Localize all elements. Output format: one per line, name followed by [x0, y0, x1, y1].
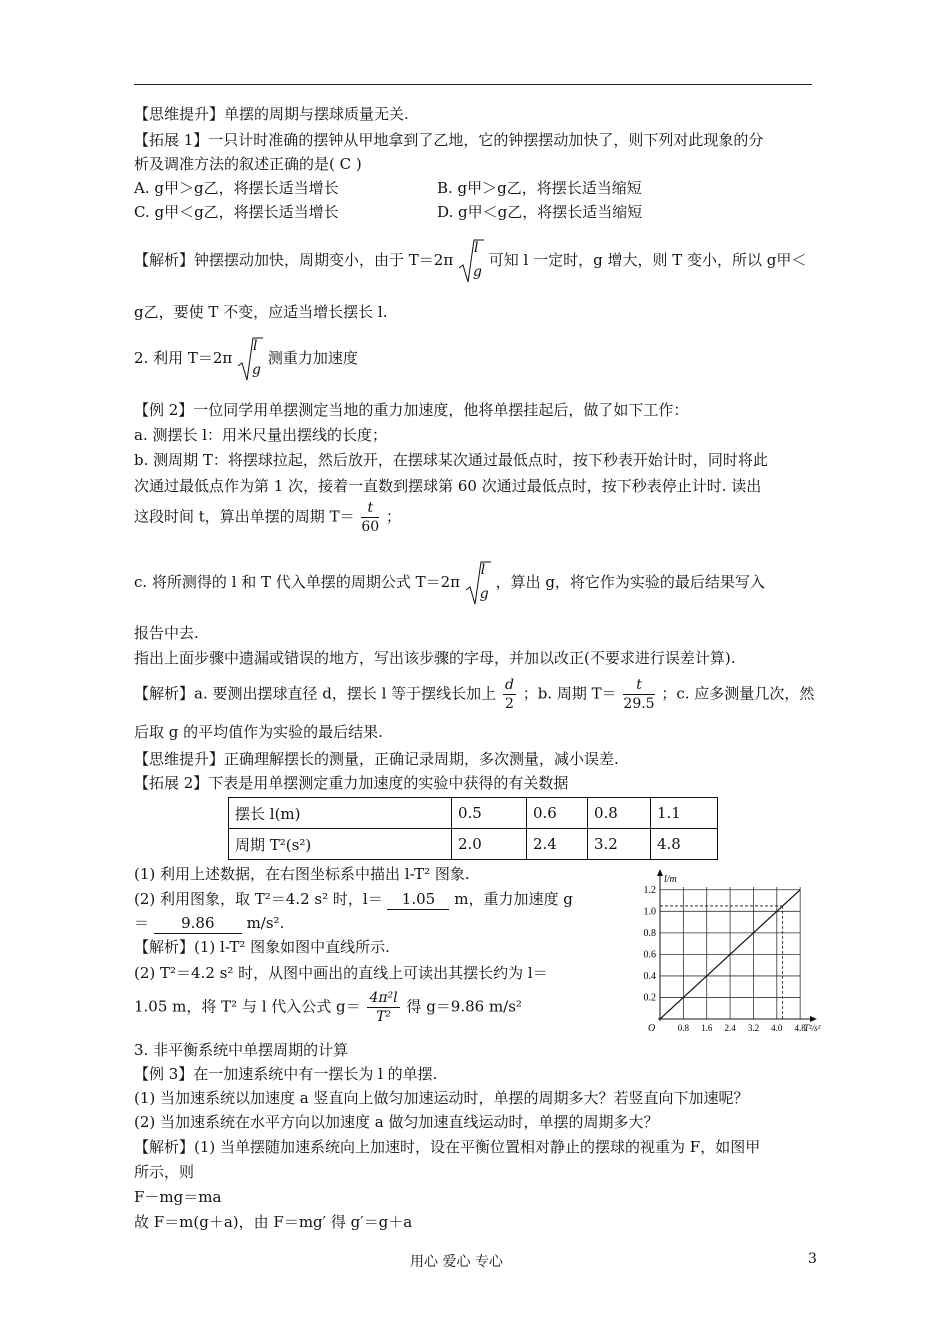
x-axis-label: T²/s² [804, 1023, 821, 1033]
table-cell: 3.2 [588, 829, 651, 860]
extension-2: 【拓展 2】下表是用单摆测定重力加速度的实验中获得的有关数据 [134, 774, 569, 792]
extension-1-cont: 析及调准方法的叙述正确的是( C ) [134, 155, 362, 173]
example-2-b1: b. 测周期 T：将摆球拉起，然后放开，在摆球某次通过最低点时，按下秒表开始计时，同时将此 [134, 451, 768, 469]
y-tick-label: 0.4 [643, 970, 656, 982]
analysis-3-c: 1.05 m，将 T² 与 l 代入公式 g＝ $\frac{\text{4π²l}}{\text{T²}}$ 得 g＝9.86 m/s² [134, 990, 522, 1025]
example-2-b2: 次通过最低点作为第 1 次，接着一直数到摆球第 60 次通过最低点时，按下秒表停止计时. 读出 [134, 477, 762, 495]
analysis-1-text-b: 可知 l 一定时，g 增大，则 T 变小，所以 g甲＜ [488, 251, 807, 269]
extension-2-q2-cont: ＝ 9.86 m/s². [134, 914, 285, 932]
example-2: 【例 2】一位同学用单摆测定当地的重力加速度，他将单摆挂起后，做了如下工作： [134, 401, 689, 419]
sqrt-formula: l g [458, 238, 484, 284]
sqrt-formula: l g [465, 560, 491, 606]
y-tick-label: 1.2 [643, 884, 656, 896]
extension-2-q1: (1) 利用上述数据，在右图坐标系中描出 l-T² 图象. [134, 865, 470, 883]
sqrt-formula: l g [237, 336, 263, 382]
origin-label: O [648, 1023, 656, 1034]
table-row [229, 798, 718, 829]
x-tick-label: 4.8 [794, 1023, 806, 1033]
option-c: C. g甲＜g乙，将摆长适当增长 [134, 203, 339, 221]
analysis-2: 【解析】a. 要测出摆球直径 d，摆长 l 等于摆线长加上 $\frac{d}{2}$ ；b. 周期 T＝ $\frac{t}{29.5}$ ；c. 应多测量几次，然 [134, 677, 815, 712]
l-t2-chart [628, 866, 821, 1036]
table-cell: 摆长 l(m) [229, 798, 452, 829]
section-2-title: 2. 利用 T＝2π l g 测重力加速度 [134, 336, 358, 382]
x-tick-label: 0.8 [677, 1023, 689, 1033]
thinking-2: 【思维提升】正确理解摆长的测量，正确记录周期，多次测量，减小误差. [134, 750, 619, 768]
page-number: 3 [808, 1251, 817, 1267]
x-tick-label: 2.4 [724, 1023, 736, 1033]
example-3-q2: (2) 当加速系统在水平方向以加速度 a 做匀加速直线运动时，单摆的周期多大？ [134, 1113, 659, 1131]
fraction-4pi2l-T2: $\frac{\text{4π²l}}{\text{T²}}$ [369, 990, 398, 1025]
y-tick-label: 0.8 [643, 927, 656, 939]
example-2-b3: 这段时间 t，算出单摆的周期 T＝ $\frac{t}{60}$ ； [134, 500, 401, 535]
analysis-1-cont: g乙，要使 T 不变，应适当增长摆长 l. [134, 303, 388, 321]
fraction-t-29.5: $\frac{t}{29.5}$ [623, 677, 655, 712]
x-tick-label: 3.2 [747, 1023, 760, 1033]
answer-length: 1.05 [387, 889, 449, 910]
table-cell: 4.8 [651, 829, 718, 860]
y-tick-label: 1.0 [643, 906, 656, 918]
x-tick-label: 1.6 [701, 1023, 713, 1033]
table-cell: 1.1 [651, 798, 718, 829]
analysis-1-text-a: 【解析】钟摆摆动加快，周期变小，由于 T＝2π [134, 251, 454, 269]
footer-motto: 用心 爱心 专心 [410, 1254, 503, 1270]
example-3-q1: (1) 当加速系统以加速度 a 竖直向上做匀加速运动时，单摆的周期多大？若竖直向下加速呢？ [134, 1089, 749, 1107]
table-cell: 0.5 [452, 798, 527, 829]
table-cell: 周期 T²(s²) [229, 829, 452, 860]
analysis-3: 【解析】(1) l-T² 图象如图中直线所示. [134, 938, 390, 956]
y-axis-label: l/m [664, 874, 677, 885]
extension-1: 【拓展 1】一只计时准确的摆钟从甲地拿到了乙地，它的钟摆摆动加快了，则下列对此现象的分 [134, 131, 764, 149]
analysis-4-c: F－mg＝ma [134, 1188, 222, 1206]
option-d: D. g甲＜g乙，将摆长适当缩短 [437, 203, 643, 221]
extension-2-q2: (2) 利用图象，取 T²＝4.2 s² 时，l＝ 1.05 m，重力加速度 g [134, 890, 573, 908]
y-tick-label: 0.2 [643, 992, 656, 1004]
thinking-1: 【思维提升】单摆的周期与摆球质量无关. [134, 105, 409, 123]
y-axis-arrow [657, 869, 663, 876]
example-2-question: 指出上面步骤中遗漏或错误的地方，写出该步骤的字母，并加以改正(不要求进行误差计算). [134, 649, 736, 667]
example-3: 【例 3】在一加速系统中有一摆长为 l 的单摆. [134, 1065, 438, 1083]
fraction-d-2: $\frac{d}{2}$ [504, 677, 514, 712]
analysis-4-d: 故 F＝m(g＋a)，由 F＝mg′ 得 g′＝g＋a [134, 1213, 413, 1231]
fraction-t-60: $\frac{t}{60}$ [361, 500, 380, 535]
y-tick-label: 0.6 [643, 949, 656, 961]
data-table [228, 797, 718, 860]
analysis-1 [134, 238, 806, 284]
analysis-2-cont: 后取 g 的平均值作为实验的最后结果. [134, 723, 383, 741]
analysis-4-b: 所示，则 [134, 1163, 195, 1181]
analysis-4: 【解析】(1) 当单摆随加速系统向上加速时，设在平衡位置相对静止的摆球的视重为 F，如图甲 [134, 1138, 761, 1156]
analysis-3-b: (2) T²＝4.2 s² 时，从图中画出的直线上可读出其摆长约为 l＝ [134, 964, 548, 982]
table-cell: 2.0 [452, 829, 527, 860]
option-a: A. g甲＞g乙，将摆长适当增长 [134, 179, 339, 197]
x-tick-label: 4.0 [771, 1023, 783, 1033]
header-rule [134, 84, 812, 85]
example-2-c: c. 将所测得的 l 和 T 代入单摆的周期公式 T＝2π l g ，算出 g，将它作为实验的最后结果写入 [134, 560, 765, 606]
answer-gravity: 9.86 [154, 913, 242, 934]
table-cell: 2.4 [527, 829, 588, 860]
example-2-c-cont: 报告中去. [134, 624, 199, 642]
x-axis-arrow [810, 1016, 817, 1022]
example-2-a: a. 测摆长 l：用米尺量出摆线的长度； [134, 426, 388, 444]
table-cell: 0.6 [527, 798, 588, 829]
table-row [229, 829, 718, 860]
table-cell: 0.8 [588, 798, 651, 829]
section-3-title: 3. 非平衡系统中单摆周期的计算 [134, 1041, 349, 1059]
option-b: B. g甲＞g乙，将摆长适当缩短 [437, 179, 642, 197]
